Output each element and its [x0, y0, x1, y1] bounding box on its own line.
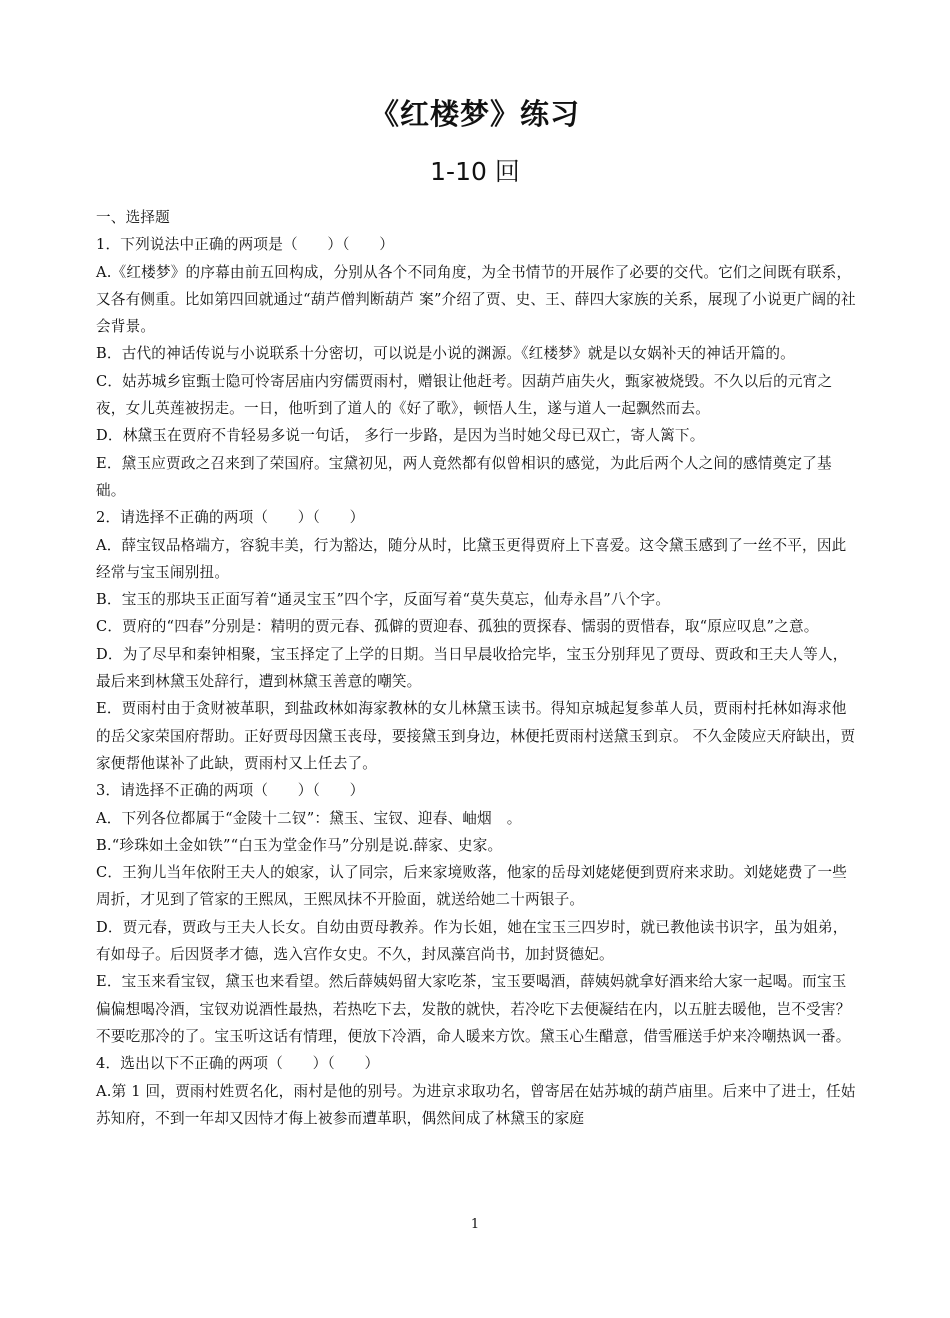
question-3-option-b: B.“珍珠如土金如铁”“白玉为堂金作马”分别是说.薛家、史家。 [96, 836, 503, 854]
question-2-option-d: D．为了尽早和秦钟相聚，宝玉择定了上学的日期。当日早晨收拾完毕，宝玉分别拜见了贾母、贾政和王夫人等人，最后来到林黛玉处辞行，遭到林黛玉善意的嘲笑。 [96, 645, 848, 691]
question-3-option-a: A．下列各位都属于“金陵十二钗”：黛玉、宝钗、迎春、岫烟 。 [96, 809, 522, 827]
question-1-option-c: C．姑苏城乡宦甄士隐可怜寄居庙内穷儒贾雨村，赠银让他赶考。因葫芦庙失火，甄家被烧毁。不久以后的元宵之夜，女儿英莲被拐走。一日，他听到了道人的《好了歌》，顿悟人生，遂与道人一起飘然而去。 [96, 372, 833, 418]
question-3-option-e: E．宝玉来看宝钗，黛玉也来看望。然后薛姨妈留大家吃茶，宝玉要喝酒，薛姨妈就拿好酒来给大家一起喝。而宝玉偏偏想喝冷酒，宝钗劝说酒性最热，若热吃下去，发散的就快，若冷吃下去便凝结在内，以五脏去暖他，岂不受害？不要吃那冷的了。宝玉听这话有情理，便放下冷酒，命人暖来方饮。黛玉心生醋意，借雪雁送手炉来冷嘲热讽一番。 [96, 973, 851, 1045]
question-1-option-e: E．黛玉应贾政之召来到了荣国府。宝黛初见，两人竟然都有似曾相识的感觉，为此后两个人之间的感情奠定了基础。 [96, 454, 832, 499]
question-3: 3．请选择不正确的两项（ ）（ ） [96, 782, 365, 800]
document-body [96, 204, 858, 1132]
section-heading: 一、选择题 [96, 209, 170, 226]
question-3-option-d: D．贾元春，贾政与王夫人长女。自幼由贾母教养。作为长姐，她在宝玉三四岁时，就已教他读书识字，虽为姐弟，有如母子。后因贤孝才德，选入宫作女史。不久，封凤藻宫尚书，加封贤德妃。 [96, 918, 848, 964]
question-1: 1．下列说法中正确的两项是（ ）（ ） [96, 236, 395, 254]
question-1-option-b: B．古代的神话传说与小说联系十分密切，可以说是小说的渊源。《红楼梦》就是以女娲补天的神话开篇的。 [96, 345, 795, 363]
question-2-option-a: A．薛宝钗品格端方，容貌丰美，行为豁达，随分从时，比黛玉更得贾府上下喜爱。这令黛玉感到了一丝不平，因此经常与宝玉闹别扭。 [96, 536, 847, 581]
question-3-option-c: C．王狗儿当年依附王夫人的娘家，认了同宗，后来家境败落，他家的岳母刘姥姥便到贾府来求助。刘姥姥费了一些周折，才见到了管家的王熙凤，王熙凤抹不开脸面，就送给她二十两银子。 [96, 864, 848, 909]
question-4-option-a: A.第 1 回，贾雨村姓贾名化，雨村是他的别号。为进京求取功名，曾寄居在姑苏城的葫芦庙里。后来中了进士，任姑苏知府，不到一年却又因恃才侮上被参而遭革职，偶然间成了林黛玉的家庭 [96, 1082, 856, 1127]
page-number: 1 [470, 1217, 480, 1232]
question-4: 4．选出以下不正确的两项（ ）（ ） [96, 1055, 380, 1073]
question-1-option-d: D．林黛玉在贾府不肯轻易多说一句话， 多行一步路，是因为当时她父母已双亡，寄人篱下。 [96, 427, 705, 445]
document-subtitle: 1-10 回 [430, 157, 520, 186]
question-2-option-c: C．贾府的“四春”分别是：精明的贾元春、孤僻的贾迎春、孤独的贾探春、懦弱的贾惜春，取“原应叹息”之意。 [96, 618, 819, 636]
document-title: 《红楼梦》练习 [369, 97, 580, 131]
question-1-option-a: A.《红楼梦》的序幕由前五回构成，分别从各个不同角度，为全书情节的开展作了必要的交代。它们之间既有联系，又各有侧重。比如第四回就通过“葫芦僧判断葫芦 案”介绍了贾、史、王、薛四大家族的关系，展现了小说更广阔的社会背景。 [96, 263, 856, 336]
question-2-option-b: B．宝玉的那块玉正面写着“通灵宝玉”四个字，反面写着“莫失莫忘，仙寿永昌”八个字。 [96, 591, 671, 609]
question-2-option-e: E．贾雨村由于贪财被革职，到盐政林如海家教林的女儿林黛玉读书。得知京城起复参革人员，贾雨村托林如海求他的岳父家荣国府帮助。正好贾母因黛玉丧母，要接黛玉到身边，林便托贾雨村送黛玉到京。 不久金陵应天府缺出，贾家便帮他谋补了此缺，贾雨村又上任去了。 [96, 700, 856, 772]
question-2: 2．请选择不正确的两项（ ）（ ） [96, 509, 365, 527]
